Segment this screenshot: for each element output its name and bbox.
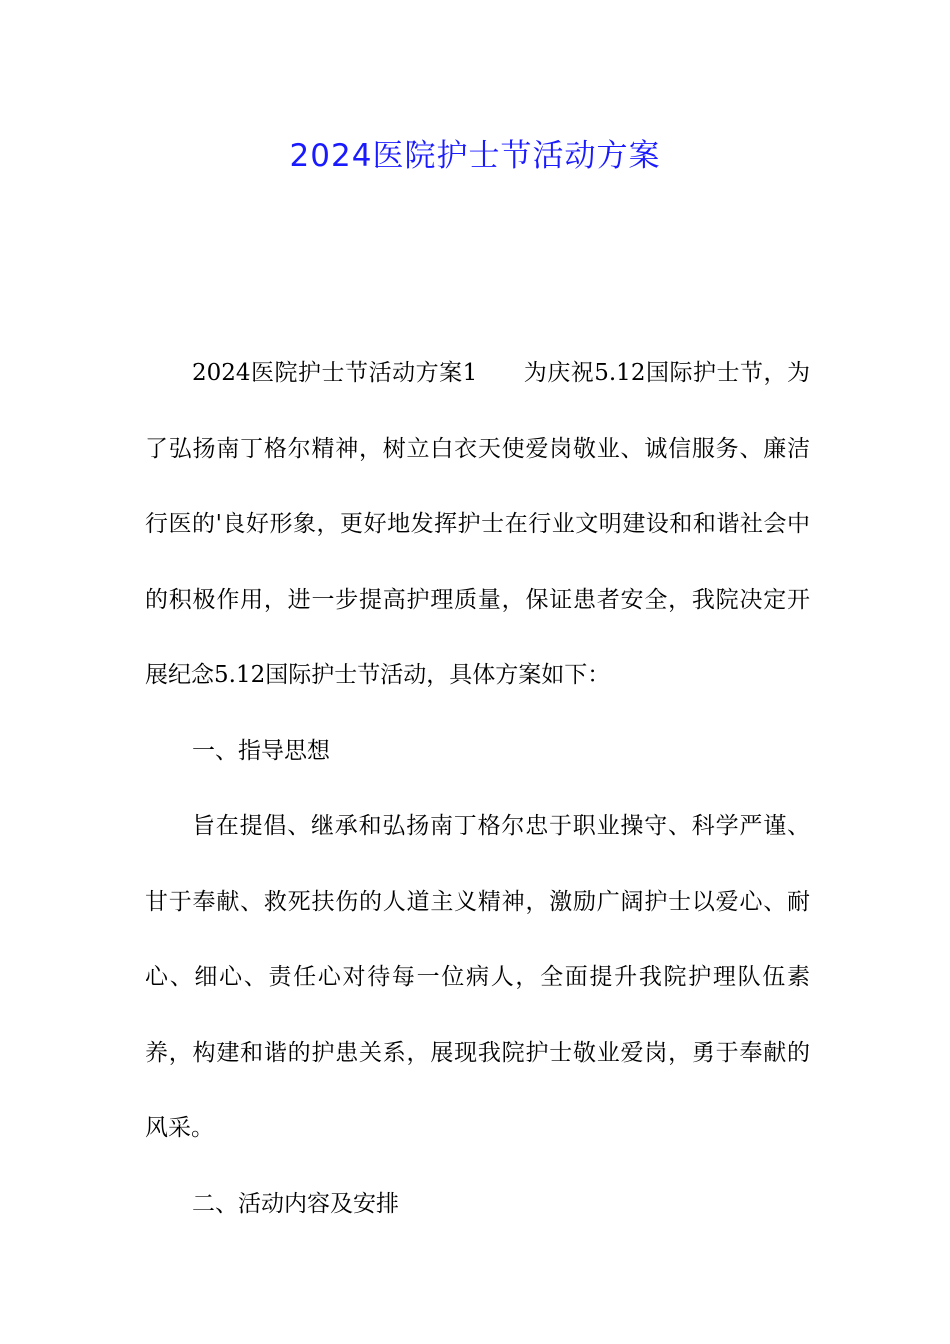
document-title: 2024医院护士节活动方案 <box>289 138 661 174</box>
intro-text: 为庆祝5.12国际护士节，为了弘扬南丁格尔精神，树立白衣天使爱岗敬业、诚信服务、廉洁行医的'良好形象，更好地发挥护士在行业文明建设和和谐社会中的积极作用，进一步提高护理质量，保证患者安全，我院决定开展纪念5.12国际护士节活动，具体方案如下： <box>145 360 810 688</box>
document-body <box>145 336 810 1242</box>
section-heading-guiding-ideology: 一、指导思想 <box>192 737 330 764</box>
section-heading-activities: 二、活动内容及安排 <box>192 1190 399 1217</box>
guiding-ideology-paragraph: 旨在提倡、继承和弘扬南丁格尔忠于职业操守、科学严谨、甘于奉献、救死扶伤的人道主义精神，激励广阔护士以爱心、耐心、细心、责任心对待每一位病人，全面提升我院护理队伍素养，构建和谐的护患关系，展现我院护士敬业爱岗，勇于奉献的风采。 <box>145 813 810 1141</box>
intro-paragraph <box>145 336 810 714</box>
intro-lead: 2024医院护士节活动方案1 <box>192 360 478 386</box>
